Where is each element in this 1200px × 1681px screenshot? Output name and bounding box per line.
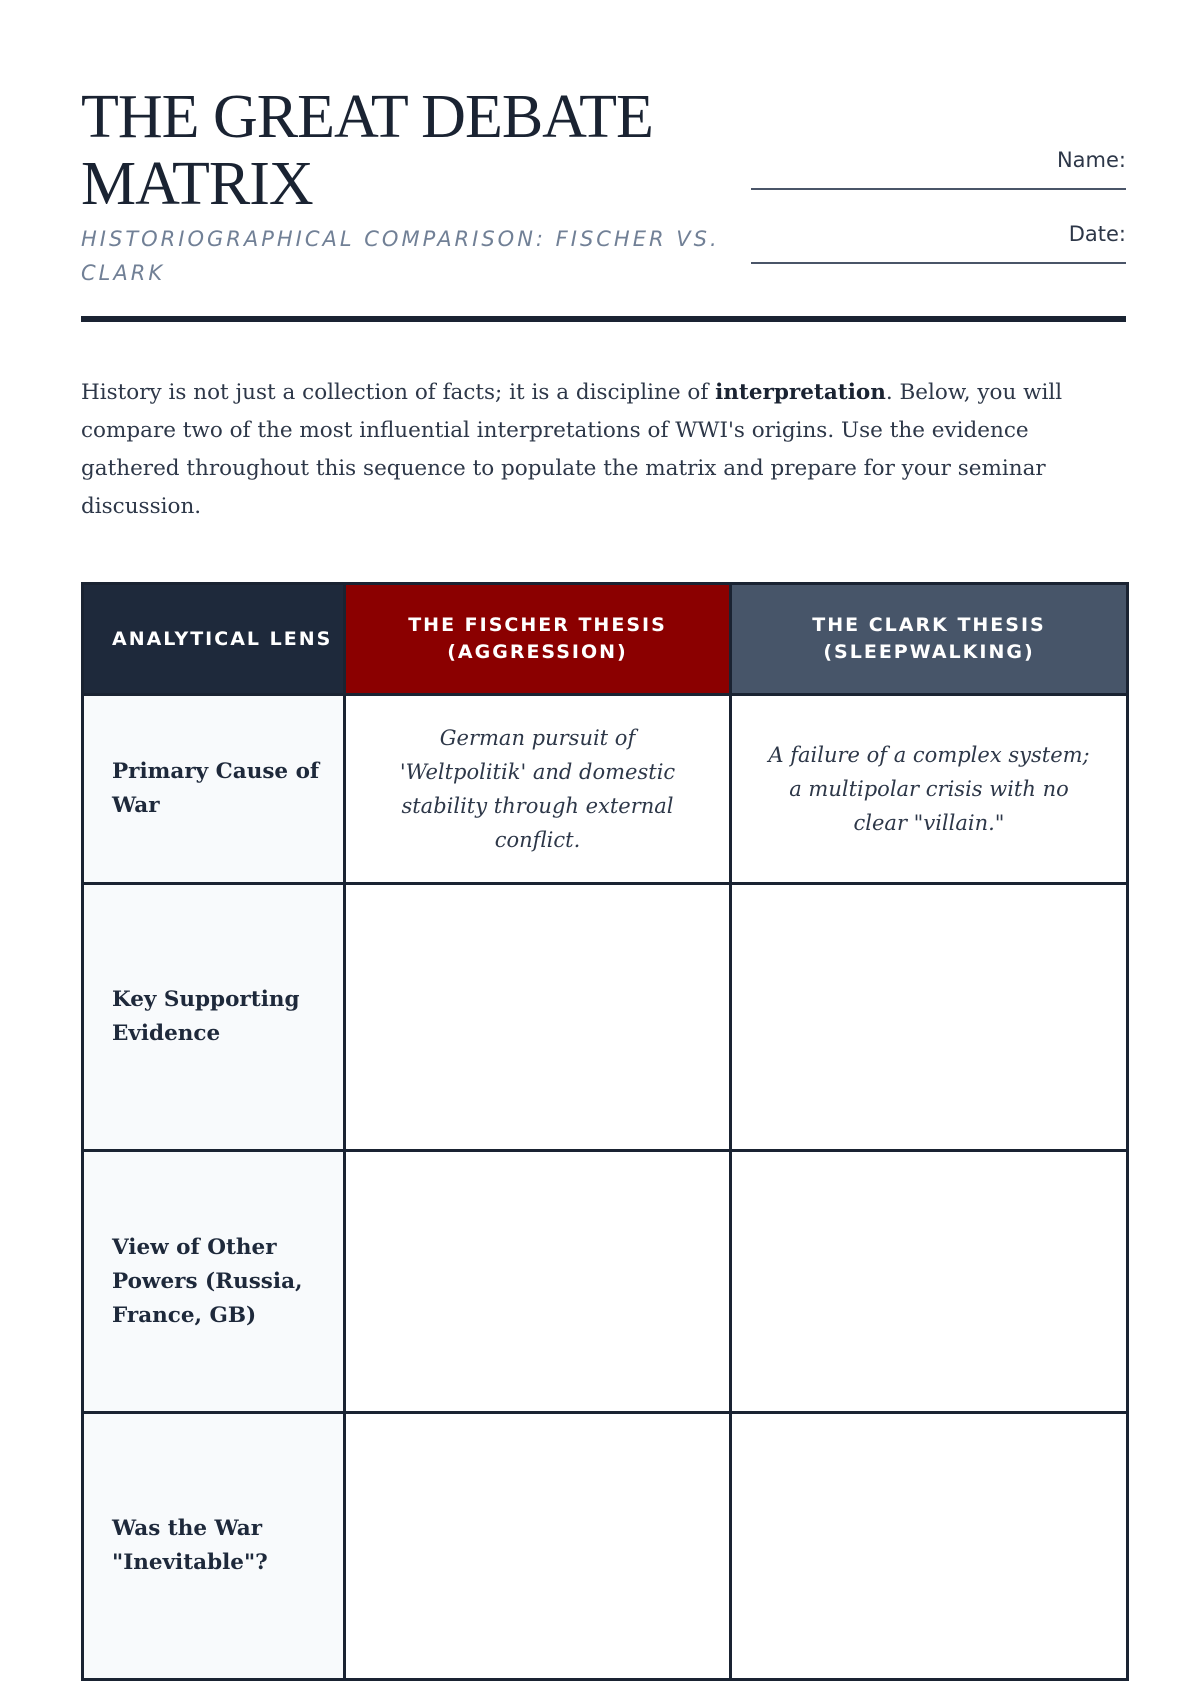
student-info xyxy=(751,148,1126,296)
date-field[interactable] xyxy=(751,222,1126,264)
header-divider xyxy=(81,316,1126,322)
clark-cell[interactable]: A failure of a complex system; a multipolar crisis with no clear "villain." xyxy=(731,695,1128,884)
row-label: Primary Cause of War xyxy=(83,695,345,884)
table-row xyxy=(83,884,1128,1151)
table-row xyxy=(83,695,1128,884)
intro-paragraph xyxy=(81,374,1126,526)
table-row xyxy=(83,1413,1128,1680)
title-line-2: MATRIX xyxy=(81,150,313,218)
fischer-cell[interactable] xyxy=(345,884,731,1151)
header-clark-thesis: THE CLARK THESIS (SLEEPWALKING) xyxy=(731,584,1128,695)
name-field[interactable] xyxy=(751,148,1126,190)
date-label: Date: xyxy=(1068,222,1126,246)
clark-cell[interactable] xyxy=(731,884,1128,1151)
worksheet-header xyxy=(81,0,1126,322)
name-label: Name: xyxy=(1056,148,1126,172)
fischer-cell[interactable] xyxy=(345,1151,731,1413)
clark-cell[interactable] xyxy=(731,1151,1128,1413)
table-header-row xyxy=(83,584,1128,695)
header-fischer-thesis: THE FISCHER THESIS (AGGRESSION) xyxy=(345,584,731,695)
fischer-cell[interactable]: German pursuit of 'Weltpolitik' and domestic stability through external conflict. xyxy=(345,695,731,884)
fischer-cell[interactable] xyxy=(345,1413,731,1680)
page-subtitle: HISTORIOGRAPHICAL COMPARISON: FISCHER VS. CLARK xyxy=(81,227,720,285)
intro-text: History is not just a collection of facts; it is a discipline of xyxy=(81,380,716,405)
table-row xyxy=(83,1151,1128,1413)
row-label: Key Supporting Evidence xyxy=(83,884,345,1151)
title-line-1: THE GREAT DEBATE xyxy=(81,83,653,151)
page-title xyxy=(81,84,721,218)
intro-text-cont: . Below, you will compare two of the most influential interpretations of WWI's origins. Use the evidence gathered throughout this sequence to populate the matrix and prepare for your seminar discussion. xyxy=(81,380,1063,519)
row-label: Was the War "Inevitable"? xyxy=(83,1413,345,1680)
clark-cell[interactable] xyxy=(731,1413,1128,1680)
header-analytical-lens: ANALYTICAL LENS xyxy=(83,584,345,695)
intro-emphasis: interpretation xyxy=(715,380,886,405)
row-label: View of Other Powers (Russia, France, GB) xyxy=(83,1151,345,1413)
worksheet-page xyxy=(81,0,1126,1575)
debate-matrix-table xyxy=(81,582,1129,1681)
